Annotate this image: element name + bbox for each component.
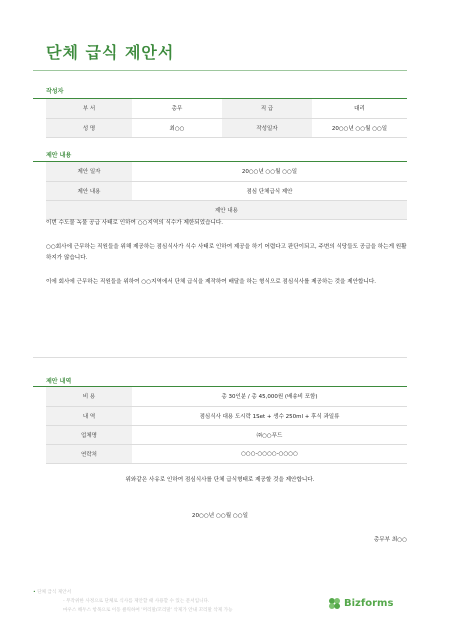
bizforms-leaf-icon (328, 597, 341, 610)
brand-name: Bizforms (344, 598, 394, 609)
proposal-table (46, 162, 407, 220)
closing-date: 20○○년 ○○월 ○○일 (191, 513, 249, 519)
detail-table (46, 387, 407, 464)
contact-header: 연락처 (46, 444, 132, 463)
footer-notes (33, 588, 233, 615)
proposal-content-row (46, 181, 407, 200)
name-header: 성 명 (46, 118, 132, 137)
proposal-paragraph: 이번 수도물 녹물 공급 사태로 인하여 ○○지역의 식수가 제한되었습니다. (46, 220, 224, 226)
detail-section-label: 제안 내역 (46, 378, 72, 385)
title-divider (33, 70, 407, 71)
written-date-header: 작성일자 (222, 118, 312, 137)
items-header: 내 역 (46, 406, 132, 425)
closing-statement: 위와같은 사유로 인하여 점심식사를 단체 급식형태로 제공할 것을 제안합니다. (125, 477, 315, 483)
footer-heading: 단체 급식 제안서 (37, 590, 72, 595)
footer-line: 마우스 해두스 항목으로 이동 클릭하여 '머리말/꼬리말' 삭제가 안내 꼬리말 삭제 가능 (63, 608, 233, 613)
name-value: 최○○ (132, 118, 222, 137)
proposal-content-title-row (46, 200, 407, 219)
proposal-paragraph: ○○회사에 근무하는 직원들을 위해 제공하는 점심식사가 식수 사태로 인하여 제공을 하기 어렵다고 판단이되고, 주변의 식당들도 공급을 하는게 원활하지가 않습니다. (46, 244, 407, 261)
vendor-value: ㈜○○푸드 (132, 425, 407, 444)
detail-row (46, 425, 407, 444)
detail-row (46, 406, 407, 425)
document-title: 단체 급식 제안서 (46, 43, 175, 62)
content-divider (33, 357, 407, 358)
proposal-content-header: 제안 내용 (46, 181, 132, 200)
vendor-header: 업체명 (46, 425, 132, 444)
footer-line: - 무작위한 사정으로 단체로 식사를 제안할 때 사용할 수 있는 문서입니다. (63, 599, 210, 604)
detail-row (46, 444, 407, 463)
cost-header: 비 용 (46, 387, 132, 406)
department-value: 총무 (132, 99, 222, 118)
cost-value: 총 30인분 / 총 45,000원 (배송비 포함) (132, 387, 407, 406)
proposal-date-header: 제안 일자 (46, 162, 132, 181)
contact-value: ○○○-○○○○-○○○○ (132, 444, 407, 463)
items-value: 점심식사 대용 도시락 1Set + 생수 250ml + 후식 과일류 (132, 406, 407, 425)
rank-header: 직 급 (222, 99, 312, 118)
proposal-content-title: 제안 내용 (46, 200, 407, 219)
proposal-content-value: 점심 단체급식 제안 (132, 181, 407, 200)
author-table (46, 99, 407, 138)
detail-row (46, 387, 407, 406)
author-row (46, 99, 407, 118)
author-section-label: 작성자 (46, 88, 64, 95)
department-header: 부 서 (46, 99, 132, 118)
proposal-date-value: 20○○년 ○○월 ○○일 (132, 162, 407, 181)
rank-value: 대리 (312, 99, 407, 118)
signature: 총무부 최○○ (373, 537, 407, 543)
proposal-date-row (46, 162, 407, 181)
bizforms-logo (328, 597, 393, 610)
proposal-section-label: 제안 내용 (46, 152, 72, 159)
proposal-paragraph: 이에 회사에 근무하는 직원들을 위하여 ○○지역에서 단체 급식을 제작하여 배달을 하는 형식으로 점심식사를 제공하는 것을 제안합니다. (46, 279, 377, 285)
written-date-value: 20○○년 ○○월 ○○일 (312, 118, 407, 137)
bullet-icon: • (33, 590, 36, 595)
author-row (46, 118, 407, 137)
